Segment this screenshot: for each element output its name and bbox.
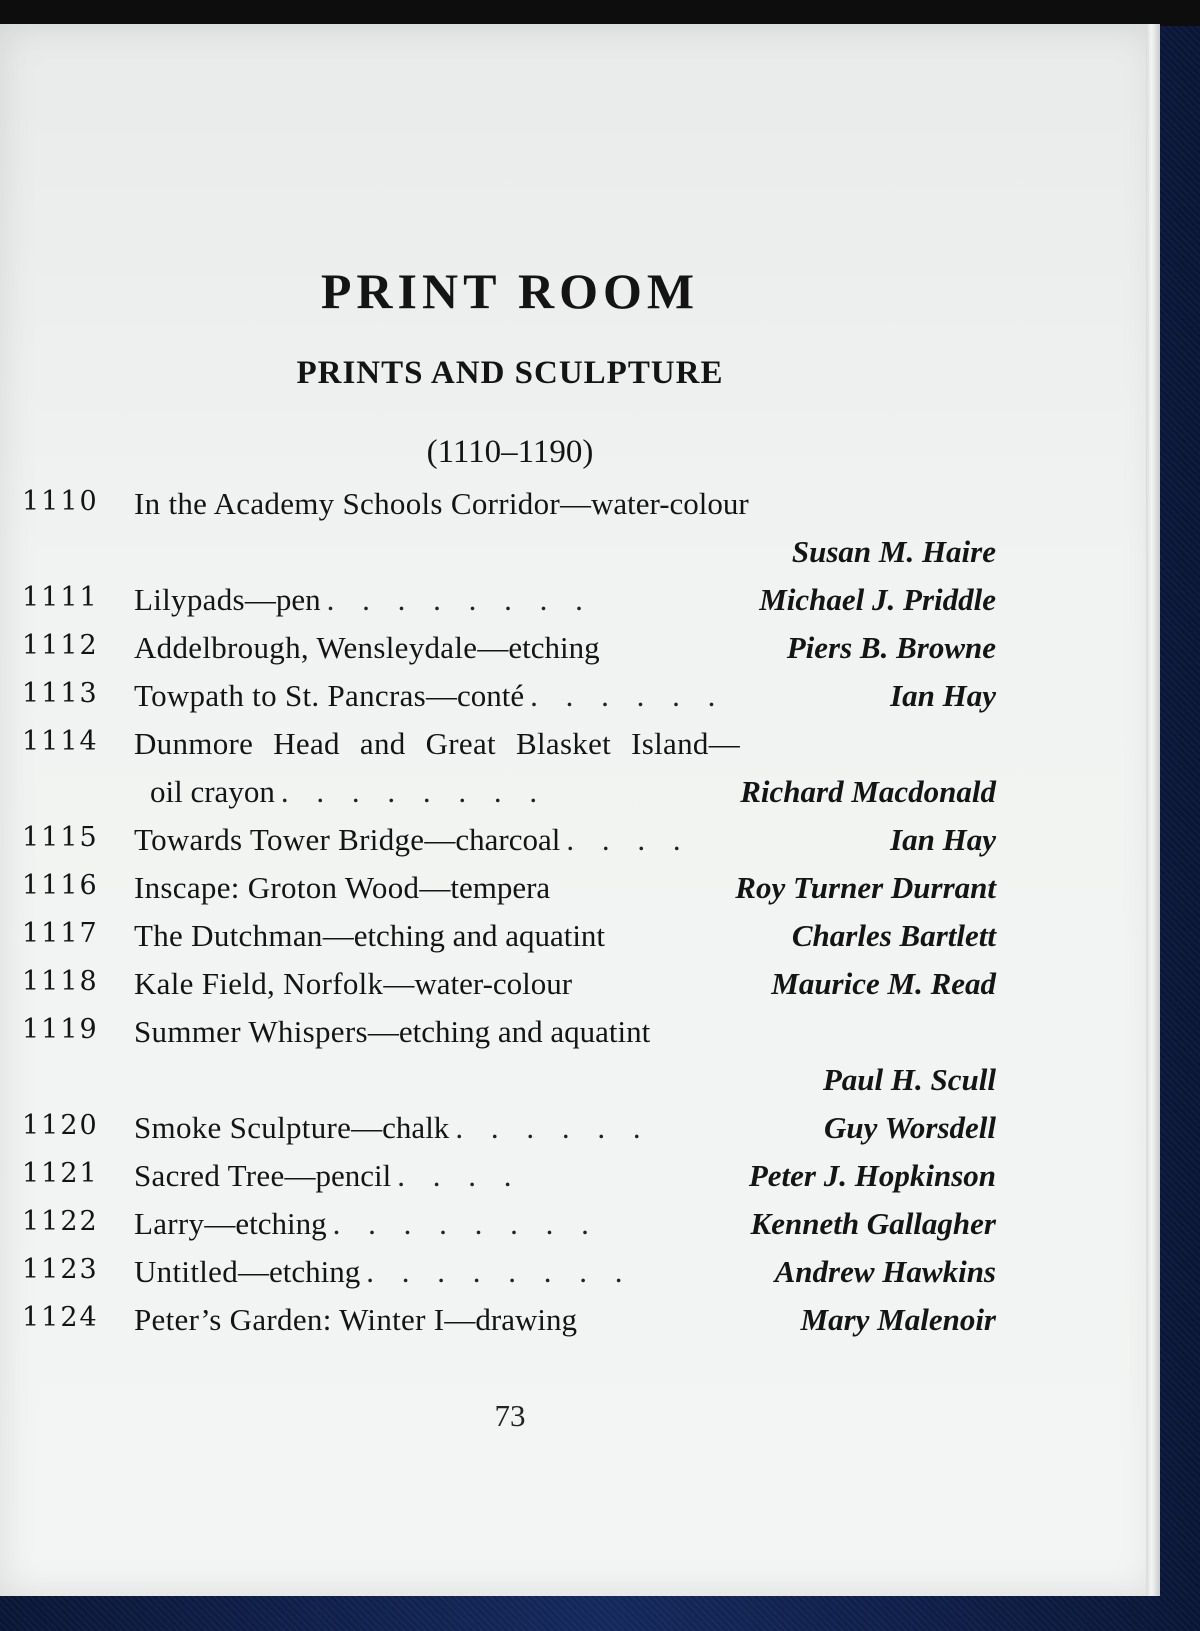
entry-title: The Dutchman xyxy=(134,918,323,953)
catalogue-entry xyxy=(0,918,1010,966)
entry-title: Larry xyxy=(134,1206,205,1241)
entry-number: 1111 xyxy=(22,582,99,613)
entry-artist: Maurice M. Read xyxy=(771,966,996,1001)
entry-number: 1121 xyxy=(22,1158,99,1189)
entry-medium: —tempera xyxy=(419,870,551,905)
entry-number: 1116 xyxy=(22,870,99,901)
entry-medium: —water-colour xyxy=(560,486,749,521)
scan-border xyxy=(0,0,1200,26)
entry-number: 1119 xyxy=(22,1014,99,1045)
catalogue-entry xyxy=(0,1302,1010,1350)
entry-medium: —chalk xyxy=(351,1110,450,1145)
catalogue-range: (1110–1190) xyxy=(426,434,594,470)
entry-artist: Andrew Hawkins xyxy=(774,1254,996,1289)
catalogue-entry xyxy=(0,1206,1010,1254)
entry-title: Inscape: Groton Wood xyxy=(134,870,420,905)
entry-medium: — xyxy=(708,726,740,761)
entry-number: 1118 xyxy=(22,966,99,997)
entry-artist: Susan M. Haire xyxy=(791,534,996,569)
entry-artist: Ian Hay xyxy=(890,822,996,857)
entry-title: Towpath to St. Pancras xyxy=(134,678,427,713)
catalogue-entry xyxy=(0,870,1010,918)
catalogue-entry xyxy=(0,1158,1010,1206)
entry-artist: Peter J. Hopkinson xyxy=(748,1158,996,1193)
leader-dots: . . . . . . . . xyxy=(332,1206,599,1241)
entry-title: Kale Field, Norfolk xyxy=(134,966,384,1001)
entry-medium: —water-colour xyxy=(383,966,573,1001)
entry-title: Addelbrough, Wensleydale xyxy=(134,630,478,665)
catalogue-entry xyxy=(0,966,1010,1014)
entry-artist: Paul H. Scull xyxy=(822,1062,996,1097)
entry-number: 1124 xyxy=(22,1302,99,1333)
entry-number: 1115 xyxy=(22,822,99,853)
entry-number: 1114 xyxy=(22,726,99,757)
entry-medium: —etching xyxy=(477,630,600,665)
entry-artist: Roy Turner Durrant xyxy=(735,870,996,905)
leader-dots: . . . . xyxy=(397,1158,522,1193)
entry-medium: —charcoal xyxy=(424,822,561,857)
catalogue-entry xyxy=(0,726,1010,774)
entry-title: Untitled xyxy=(134,1254,238,1289)
entry-medium: —etching and aquatint xyxy=(322,918,606,953)
catalogue-entry xyxy=(0,1254,1010,1302)
entry-number: 1120 xyxy=(22,1110,99,1141)
entry-title: Lilypads xyxy=(134,582,245,617)
entry-title: Summer Whispers xyxy=(134,1014,368,1049)
catalogue-entry xyxy=(0,630,1010,678)
entry-medium: —pencil xyxy=(284,1158,392,1193)
entry-artist: Guy Worsdell xyxy=(824,1110,996,1145)
entry-number: 1117 xyxy=(22,918,99,949)
entry-medium: —pen xyxy=(244,582,321,617)
catalogue-entry xyxy=(0,486,1010,534)
leader-dots: . . . . . . xyxy=(455,1110,651,1145)
section-title: PRINTS AND SCULPTURE xyxy=(296,355,724,391)
entry-medium: —etching and aquatint xyxy=(367,1014,651,1049)
entry-artist: Charles Bartlett xyxy=(791,918,996,953)
entry-number: 1123 xyxy=(22,1254,99,1285)
leader-dots: . . . . . . . . xyxy=(280,774,548,809)
entry-medium: —etching xyxy=(238,1254,361,1289)
entry-title: Peter’s Garden: Winter I xyxy=(134,1302,445,1337)
entry-artist: Richard Macdonald xyxy=(740,774,996,809)
catalogue-entry xyxy=(0,678,1010,726)
leader-dots: . . . . . . . . xyxy=(326,582,593,617)
entry-artist: Michael J. Priddle xyxy=(759,582,996,617)
entry-artist: Mary Malenoir xyxy=(800,1302,996,1337)
catalogue-entry xyxy=(0,582,1010,630)
catalogue-entry-continued xyxy=(0,534,1010,582)
entry-title: Sacred Tree xyxy=(134,1158,285,1193)
entry-artist: Ian Hay xyxy=(890,678,996,713)
entry-medium: —drawing xyxy=(444,1302,577,1337)
entry-medium: oil crayon xyxy=(150,774,275,809)
entry-medium: —conté xyxy=(426,678,525,713)
catalogue-entry-continued xyxy=(0,1062,1010,1110)
catalogue-entry xyxy=(0,822,1010,870)
entry-number: 1110 xyxy=(22,486,99,517)
page-number: 73 xyxy=(494,1398,526,1433)
entry-title: Smoke Sculpture xyxy=(134,1110,352,1145)
entry-number: 1113 xyxy=(22,678,99,709)
entry-artist: Kenneth Gallagher xyxy=(750,1206,996,1241)
entry-title: Dunmore Head and Great Blasket Island xyxy=(134,726,709,761)
entry-number: 1112 xyxy=(22,630,99,661)
leader-dots: . . . . . . xyxy=(530,678,726,713)
entry-medium: —etching xyxy=(204,1206,327,1241)
leader-dots: . . . . . . . . xyxy=(366,1254,633,1289)
entry-title: In the Academy Schools Corridor xyxy=(134,486,560,521)
catalogue-entry xyxy=(0,1110,1010,1158)
entry-number: 1122 xyxy=(22,1206,99,1237)
entry-artist: Piers B. Browne xyxy=(786,630,996,665)
entry-title: Towards Tower Bridge xyxy=(134,822,425,857)
leader-dots: . . . . xyxy=(566,822,691,857)
page-title: PRINT ROOM xyxy=(320,263,700,319)
page-edge xyxy=(1146,24,1160,1596)
catalogue-entry xyxy=(0,1014,1010,1062)
catalogue-entry-continued xyxy=(0,774,1010,822)
